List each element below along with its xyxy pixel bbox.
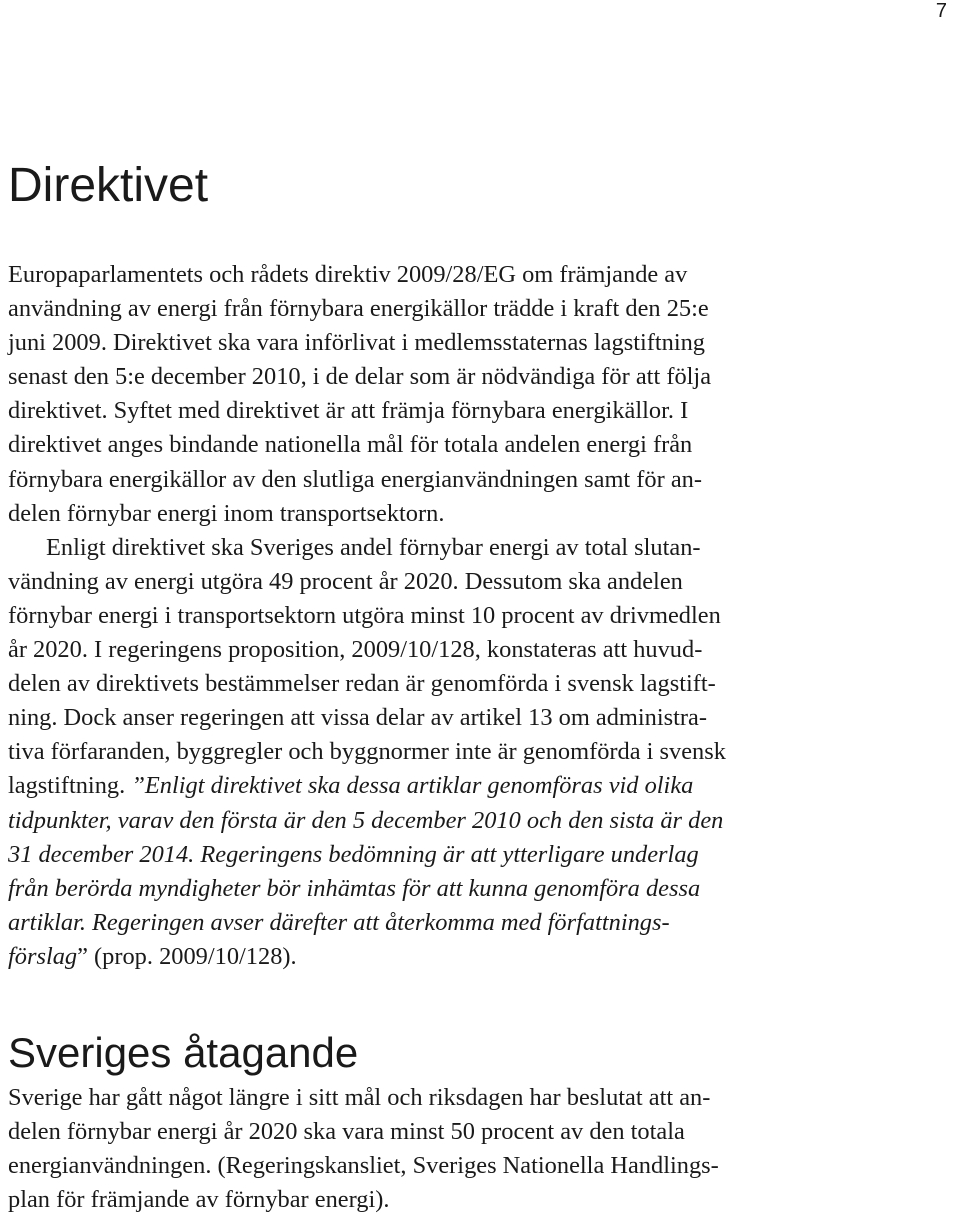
quote-line: tidpunkter, varav den första är den 5 december 2010 och den sista är den: [8, 806, 724, 834]
text-line: Sverige har gått något längre i sitt mål och riksdagen har beslutat att an-: [8, 1084, 711, 1111]
text-line: förnybara energikällor av den slutliga energianvändningen samt för an-: [8, 465, 702, 493]
page-number: 7: [935, 0, 947, 22]
text-segment: lagstiftning.: [8, 772, 132, 800]
section-body-sveriges-atagande: [8, 1081, 888, 1217]
text-line: tiva förfaranden, byggregler och byggnormer inte är genomförda i svensk: [8, 738, 726, 766]
text-line: senast den 5:e december 2010, i de delar som är nödvändiga för att följa: [8, 363, 712, 391]
text-line: direktivet anges bindande nationella mål för totala andelen energi från: [8, 431, 693, 459]
text-line: energianvändningen. (Regeringskansliet, Sveriges Nationella Handlings-: [8, 1152, 719, 1180]
section-heading-sveriges-atagande: Sveriges åtagande: [8, 1029, 359, 1076]
citation-segment: ” (prop. 2009/10/128).: [77, 942, 297, 970]
text-line-mixed: [8, 940, 888, 974]
text-line: ning. Dock anser regeringen att vissa delar av artikel 13 om administra-: [8, 704, 707, 732]
text-line: plan för främjande av förnybar energi).: [8, 1186, 390, 1214]
section-heading-direktivet: Direktivet: [8, 159, 209, 212]
text-line: delen förnybar energi år 2020 ska vara minst 50 procent av den totala: [8, 1118, 685, 1146]
quote-line: 31 december 2014. Regeringens bedömning är att ytterligare underlag: [8, 840, 699, 868]
quote-segment: förslag: [8, 942, 78, 970]
text-line: juni 2009. Direktivet ska vara införlivat i medlemsstaternas lagstiftning: [8, 329, 706, 357]
text-line: delen förnybar energi inom transportsektorn.: [8, 499, 445, 527]
quote-line: från berörda myndigheter bör inhämtas för att kunna genomföra dessa: [8, 874, 701, 902]
text-line: vändning av energi utgöra 49 procent år 2020. Dessutom ska andelen: [8, 567, 683, 595]
text-line: användning av energi från förnybara energikällor trädde i kraft den 25:e: [8, 295, 709, 323]
section-body-direktivet: [8, 258, 888, 974]
text-line-indented: Enligt direktivet ska Sveriges andel förnybar energi av total slutan-: [46, 533, 701, 561]
text-line: förnybar energi i transportsektorn utgöra minst 10 procent av drivmedlen: [8, 601, 721, 629]
text-line: år 2020. I regeringens proposition, 2009/10/128, konstateras att huvud-: [8, 636, 703, 664]
quote-segment: ”Enligt direktivet ska dessa artiklar genomföras vid olika: [131, 772, 694, 800]
quote-line: artiklar. Regeringen avser därefter att återkomma med författnings-: [8, 908, 670, 936]
text-line: Europaparlamentets och rådets direktiv 2009/28/EG om främjande av: [8, 261, 688, 288]
text-line: direktivet. Syftet med direktivet är att främja förnybara energikällor. I: [8, 397, 689, 425]
text-line-mixed: [8, 769, 888, 803]
text-line: delen av direktivets bestämmelser redan är genomförda i svensk lagstift-: [8, 670, 716, 698]
